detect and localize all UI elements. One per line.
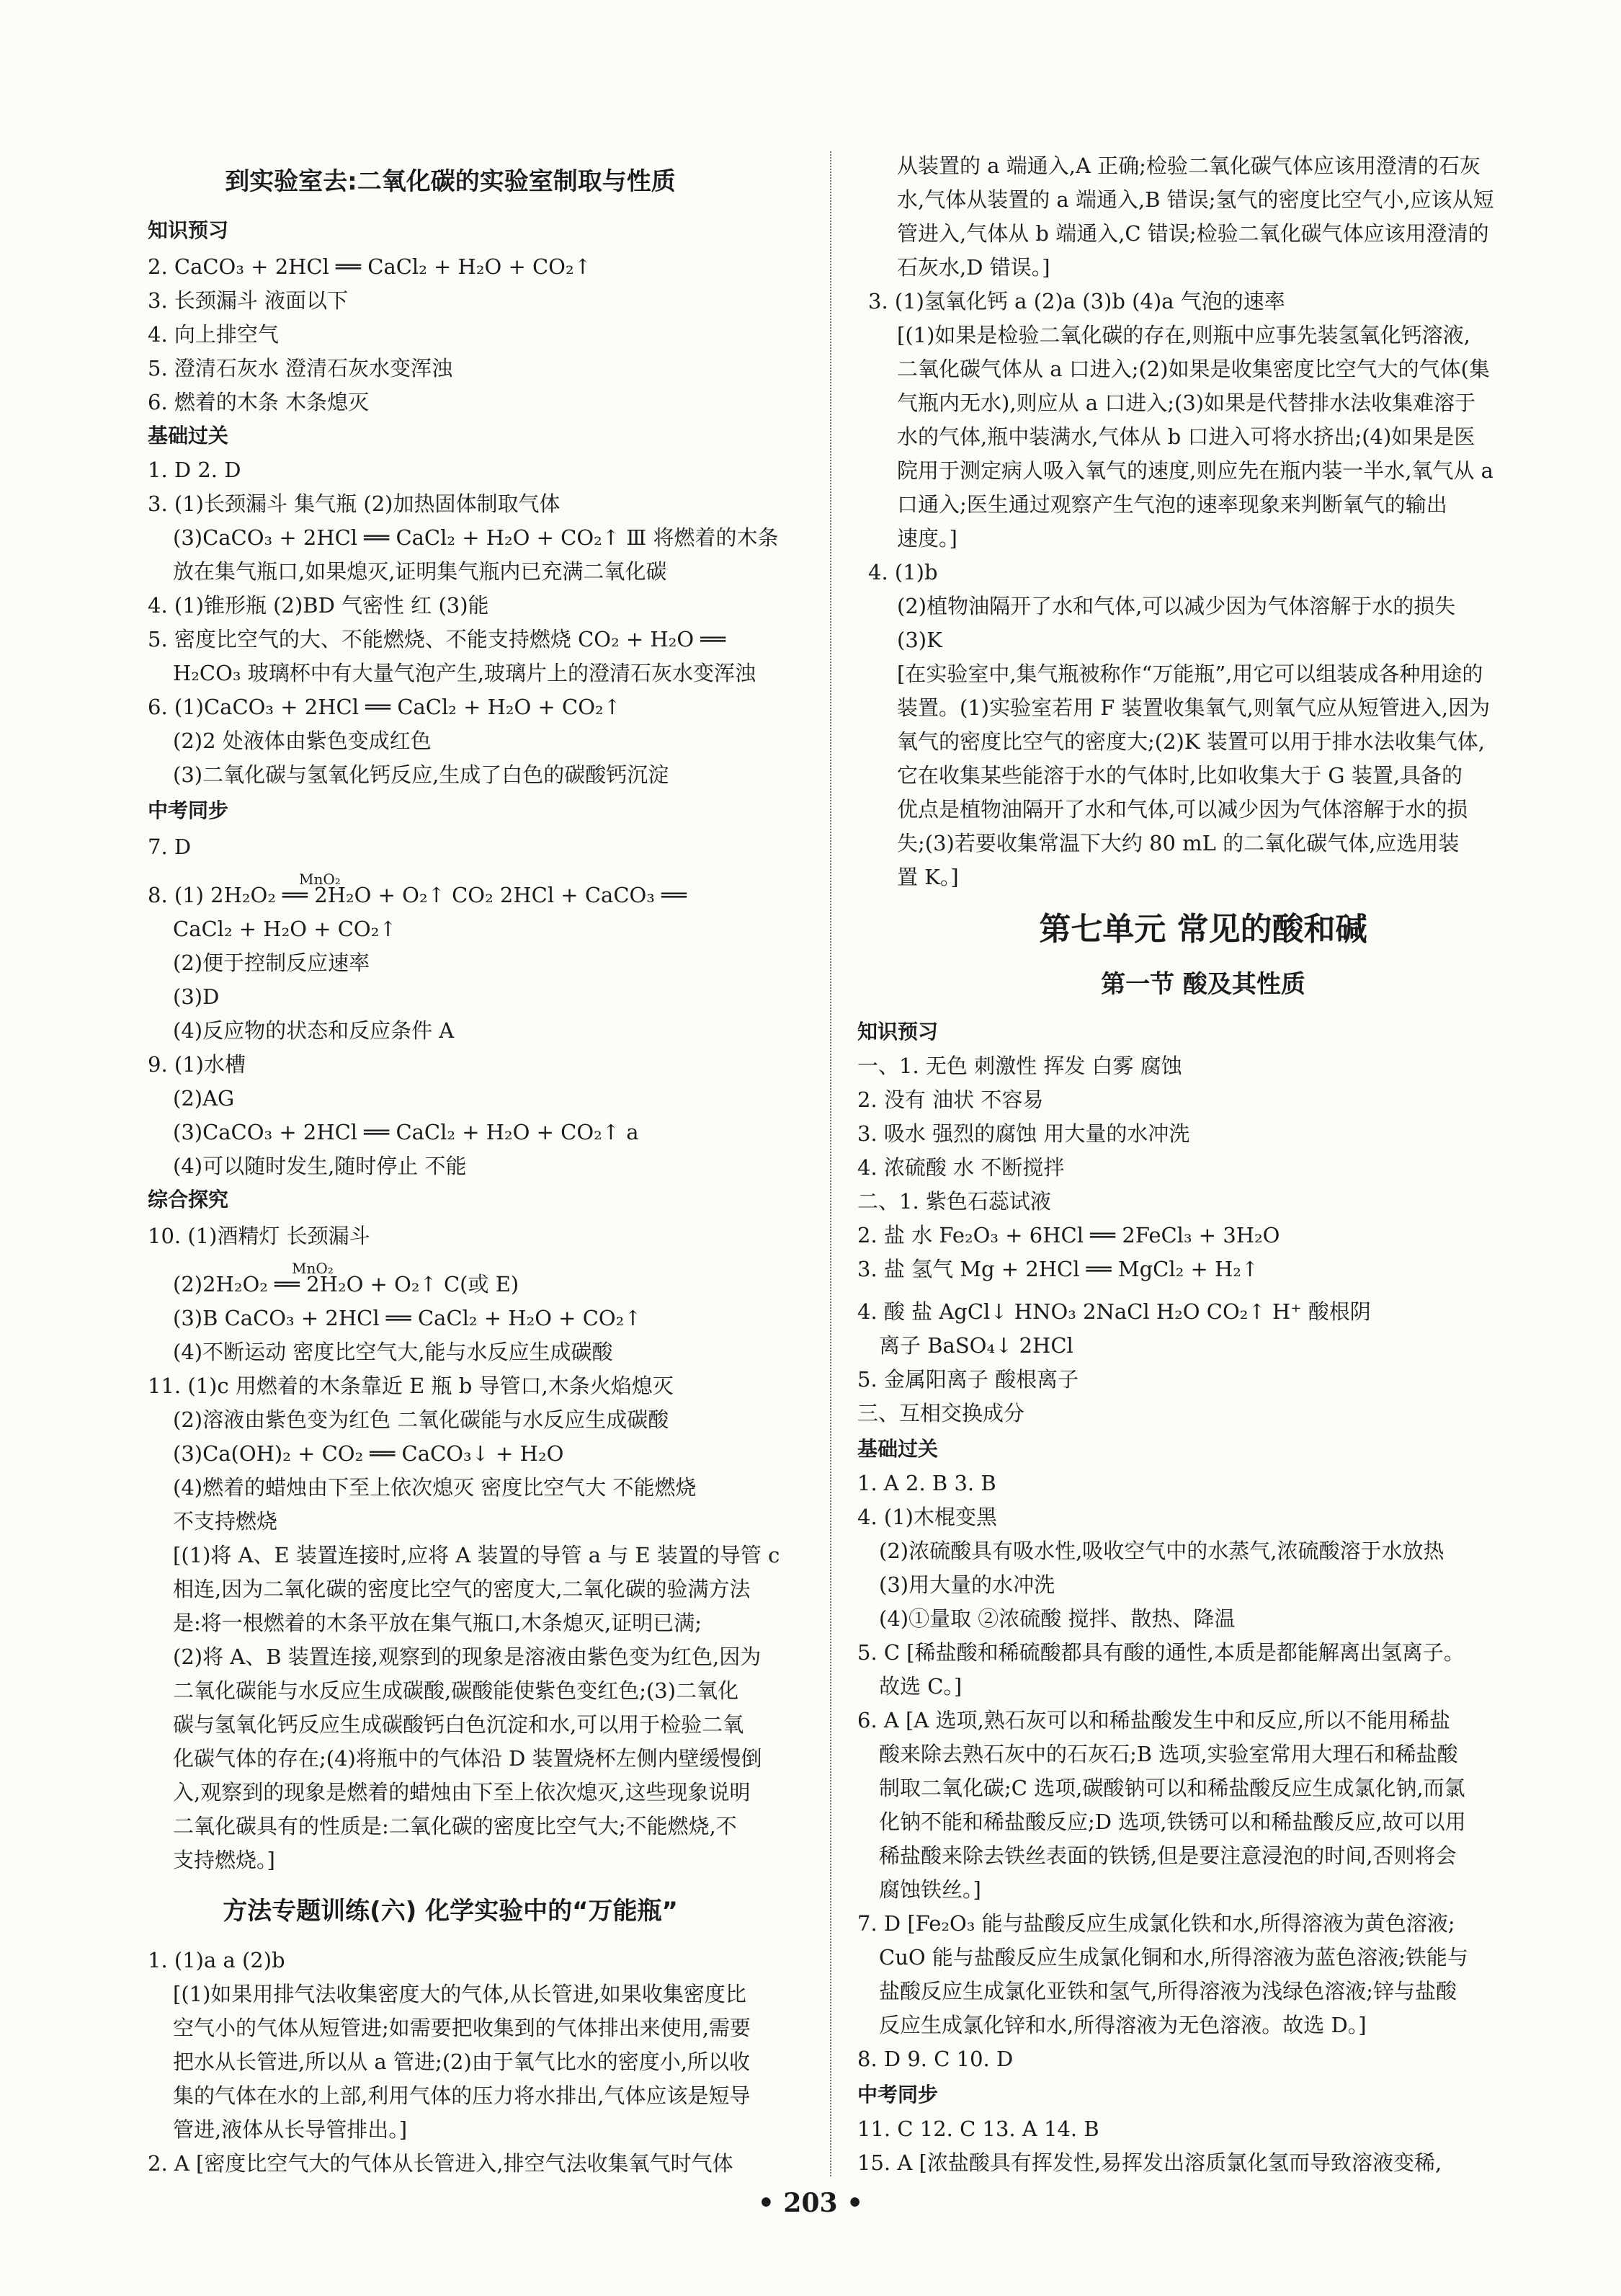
answer-line: 不支持燃烧 [173,1509,278,1534]
answer-line: 3. 吸水 强烈的腐蚀 用大量的水冲洗 [857,1121,1190,1146]
explanation-line: 失;(3)若要收集常温下大约 80 mL 的二氧化碳气体,应选用装 [897,831,1460,855]
page-number: • 203 • [757,2188,864,2218]
explanation-line: 口通入;医生通过观察产生气泡的速率现象来判断氧气的输出 [897,492,1447,517]
answer-line: 5. 金属阳离子 酸根离子 [857,1367,1079,1392]
answer-line: 5. C [稀盐酸和稀硫酸都具有酸的通性,本质是都能解离出氢离子。 [857,1640,1465,1665]
answer-line: (2)AG [173,1086,235,1111]
answer-line: 7. D [Fe₂O₃ 能与盐酸反应生成氯化铁和水,所得溶液为黄色溶液; [857,1911,1455,1936]
answer-line: 4. 酸 盐 AgCl↓ HNO₃ 2NaCl H₂O CO₂↑ H⁺ 酸根阴 [857,1299,1371,1324]
answer-line: 1. (1)a a (2)b [148,1948,285,1972]
explanation-line: 支持燃烧。] [173,1848,275,1872]
answer-line: 6. A [A 选项,熟石灰可以和稀盐酸发生中和反应,所以不能用稀盐 [857,1708,1450,1732]
explanation-line: 集的气体在水的上部,利用气体的压力将水排出,气体应该是短导 [173,2083,751,2108]
explanation-line: 气瓶内无水),则应从 a 口进入;(3)如果是代替排水法收集难溶于 [897,391,1476,415]
heading-basic-review: 基础过关 [148,424,229,448]
answer-line: 4. (1)b [868,560,938,584]
answer-line: (2)植物油隔开了水和气体,可以减少因为气体溶解于水的损失 [897,594,1456,618]
explanation-line: 优点是植物油隔开了水和气体,可以减少因为气体溶解于水的损 [897,797,1468,822]
answer-line: (4)不断运动 密度比空气大,能与水反应生成碳酸 [173,1340,613,1364]
explanation-line: 空气小的气体从短管进;如需要把收集到的气体排出来使用,需要 [173,2016,751,2040]
heading-knowledge-preview: 知识预习 [148,218,229,242]
answer-line: 4. (1)木棍变黑 [857,1505,997,1529]
answer-line: (3)CaCO₃ + 2HCl ══ CaCl₂ + H₂O + CO₂↑ Ⅲ 将燃着的木条 [173,525,779,550]
answer-line: 3. 盐 氢气 Mg + 2HCl ══ MgCl₂ + H₂↑ [857,1257,1259,1281]
answer-line: (2)溶液由紫色变为红色 二氧化碳能与水反应生成碳酸 [173,1407,669,1432]
answer-line: 1. A 2. B 3. B [857,1471,996,1495]
explanation-line: 化碳气体的存在;(4)将瓶中的气体沿 D 装置烧杯左侧内壁缓慢倒 [173,1746,762,1771]
answer-line: 4. 浓硫酸 水 不断搅拌 [857,1155,1065,1180]
answer-line: 二、1. 紫色石蕊试液 [857,1189,1051,1214]
heading-exam-sync: 中考同步 [148,798,229,822]
explanation-line: 把水从长管进,所以从 a 管进;(2)由于氧气比水的密度小,所以收 [173,2050,751,2074]
answer-line: 4. 向上排空气 [148,322,279,347]
answer-line: 3. (1)长颈漏斗 集气瓶 (2)加热固体制取气体 [148,491,561,516]
explanation-line: 盐酸反应生成氯化亚铁和氢气,所得溶液为浅绿色溶液;锌与盐酸 [879,1979,1457,2003]
explanation-line: [(1)将 A、E 装置连接时,应将 A 装置的导管 a 与 E 装置的导管 c [173,1543,780,1567]
answer-line: 离子 BaSO₄↓ 2HCl [879,1333,1073,1358]
explanation-line: 氧气的密度比空气的密度大;(2)K 装置可以用于排水法收集气体, [897,729,1485,754]
answer-line: (3)二氧化碳与氢氧化钙反应,生成了白色的碳酸钙沉淀 [173,762,669,787]
explanation-line: 反应生成氯化锌和水,所得溶液为无色溶液。故选 D。] [879,2013,1367,2037]
explanation-line: [(1)如果是检验二氧化碳的存在,则瓶中应事先装氢氧化钙溶液, [897,323,1470,347]
explanation-line: 二氧化碳具有的性质是:二氧化碳的密度比空气大;不能燃烧,不 [173,1814,737,1838]
answer-line: (3)B CaCO₃ + 2HCl ══ CaCl₂ + H₂O + CO₂↑ [173,1306,642,1330]
explanation-line: 石灰水,D 错误。] [897,255,1050,280]
explanation-line: [(1)如果用排气法收集密度大的气体,从长管进,如果收集密度比 [173,1982,746,2006]
answer-line: 2. 盐 水 Fe₂O₃ + 6HCl ══ 2FeCl₃ + 3H₂O [857,1223,1280,1247]
answer-line: 11. (1)c 用燃着的木条靠近 E 瓶 b 导管口,木条火焰熄灭 [148,1374,674,1398]
explanation-line: 是:将一根燃着的木条平放在集气瓶口,木条熄灭,证明已满; [173,1611,702,1635]
answer-line: 三、互相交换成分 [857,1401,1025,1425]
answer-line: (4)燃着的蜡烛由下至上依次熄灭 密度比空气大 不能燃烧 [173,1475,697,1500]
answer-line: 9. (1)水槽 [148,1052,246,1077]
answer-line: H₂CO₃ 玻璃杯中有大量气泡产生,玻璃片上的澄清石灰水变浑浊 [173,661,756,685]
column-divider [830,151,831,2176]
answer-line: (4)反应物的状态和反应条件 A [173,1018,455,1043]
answer-line: 3. 长颈漏斗 液面以下 [148,288,349,313]
section-title-method: 方法专题训练(六) 化学实验中的“万能瓶” [223,1897,678,1926]
explanation-line: 它在收集某些能溶于水的气体时,比如收集大于 G 装置,具备的 [897,763,1463,788]
answer-line: 5. 密度比空气的大、不能燃烧、不能支持燃烧 CO₂ + H₂O ══ [148,627,726,651]
answer-line: 1. D 2. D [148,458,241,482]
answer-line: (2)2 处液体由紫色变成红色 [173,729,432,753]
explanation-line: 管进入,气体从 b 端通入,C 错误;检验二氧化碳气体应该用澄清的 [897,221,1489,246]
explanation-line: 故选 C。] [879,1674,963,1699]
explanation-line: 二氧化碳能与水反应生成碳酸,碳酸能使紫色变红色;(3)二氧化 [173,1678,739,1703]
section-title-co2: 到实验室去:二氧化碳的实验室制取与性质 [225,167,676,196]
heading-comprehensive: 综合探究 [148,1188,229,1211]
explanation-line: 装置。(1)实验室若用 F 装置收集氧气,则氧气应从短管进入,因为 [897,695,1491,720]
answer-line: 6. 燃着的木条 木条熄灭 [148,390,370,414]
explanation-line: [在实验室中,集气瓶被称作“万能瓶”,用它可以组装成各种用途的 [897,662,1483,686]
answer-line: (2)浓硫酸具有吸水性,吸收空气中的水蒸气,浓硫酸溶于水放热 [879,1539,1444,1563]
heading-knowledge-preview-2: 知识预习 [857,1020,939,1044]
answer-line: 放在集气瓶口,如果熄灭,证明集气瓶内已充满二氧化碳 [173,559,667,584]
explanation-line: 制取二氧化碳;C 选项,碳酸钠可以和稀盐酸反应生成氯化钠,而氯 [879,1776,1465,1800]
answer-line: 3. (1)氢氧化钙 a (2)a (3)b (4)a 气泡的速率 [868,289,1285,313]
answer-line: 8. D 9. C 10. D [857,2047,1014,2071]
explanation-line: 稀盐酸来除去铁丝表面的铁锈,但是要注意浸泡的时间,否则将会 [879,1843,1457,1868]
explanation-line: 相连,因为二氧化碳的密度比空气的密度大,二氧化碳的验满方法 [173,1577,751,1601]
answer-line: 2. A [密度比空气大的气体从长管进入,排空气法收集氧气时气体 [148,2151,733,2176]
catalyst-label: MnO₂ [299,871,341,888]
unit-title: 第七单元 常见的酸和碱 [1039,911,1367,948]
answer-line: (4)可以随时发生,随时停止 不能 [173,1154,467,1178]
answer-line: (3)CaCO₃ + 2HCl ══ CaCl₂ + H₂O + CO₂↑ a [173,1120,639,1144]
explanation-line: 酸来除去熟石灰中的石灰石;B 选项,实验室常用大理石和稀盐酸 [879,1742,1458,1766]
explanation-line: 二氧化碳气体从 a 口进入;(2)如果是收集密度比空气大的气体(集 [897,357,1490,381]
explanation-line: 速度。] [897,526,957,551]
heading-exam-sync-2: 中考同步 [857,2083,939,2106]
answer-line: CaCl₂ + H₂O + CO₂↑ [173,917,397,941]
answer-line: 一、1. 无色 刺激性 挥发 白雾 腐蚀 [857,1054,1182,1078]
explanation-line: 水的气体,瓶中装满水,气体从 b 口进入可将水挤出;(4)如果是医 [897,424,1475,449]
explanation-line: 化钠不能和稀盐酸反应;D 选项,铁锈可以和稀盐酸反应,故可以用 [879,1810,1466,1834]
explanation-line: 入,观察到的现象是燃着的蜡烛由下至上依次熄灭,这些现象说明 [173,1780,751,1805]
answer-line: (2)2H₂O₂ ══ 2H₂O + O₂↑ C(或 E) [173,1272,519,1296]
explanation-line: 置 K。] [897,865,959,889]
explanation-line: 水,气体从装置的 a 端通入,B 错误;氢气的密度比空气小,应该从短 [897,187,1494,212]
explanation-line: (2)将 A、B 装置连接,观察到的现象是溶液由紫色变为红色,因为 [173,1645,762,1669]
answer-line: (3)K [897,628,942,652]
answer-line: (4)①量取 ②浓硫酸 搅拌、散热、降温 [879,1606,1236,1631]
explanation-line: 腐蚀铁丝。] [879,1877,981,1902]
answer-line: (3)D [173,984,220,1009]
answer-line: (3)Ca(OH)₂ + CO₂ ══ CaCO₃↓ + H₂O [173,1441,564,1466]
answer-line: (3)用大量的水冲洗 [879,1572,1055,1597]
answer-line: 8. (1) 2H₂O₂ ══ 2H₂O + O₂↑ CO₂ 2HCl + CaCO₃ ══ [148,883,687,907]
catalyst-label: MnO₂ [292,1260,334,1277]
explanation-line: 碳与氢氧化钙反应生成碳酸钙白色沉淀和水,可以用于检验二氧 [173,1712,744,1737]
explanation-line: 从装置的 a 端通入,A 正确;检验二氧化碳气体应该用澄清的石灰 [897,153,1481,178]
answer-line: 11. C 12. C 13. A 14. B [857,2117,1099,2141]
answer-line: 4. (1)锥形瓶 (2)BD 气密性 红 (3)能 [148,593,489,618]
section-title-acid: 第一节 酸及其性质 [1101,970,1305,999]
answer-line: (2)便于控制反应速率 [173,951,370,975]
explanation-line: 院用于测定病人吸入氧气的速度,则应先在瓶内装一半水,氧气从 a [897,458,1493,483]
answer-line: 2. CaCO₃ + 2HCl ══ CaCl₂ + H₂O + CO₂↑ [148,254,591,279]
answer-line: 5. 澄清石灰水 澄清石灰水变浑浊 [148,356,453,381]
answer-line: 10. (1)酒精灯 长颈漏斗 [148,1224,370,1248]
explanation-line: 管进,液体从长导管排出。] [173,2117,408,2142]
answer-line: 7. D [148,835,192,859]
answer-line: 6. (1)CaCO₃ + 2HCl ══ CaCl₂ + H₂O + CO₂↑ [148,695,621,719]
explanation-line: CuO 能与盐酸反应生成氯化铜和水,所得溶液为蓝色溶液;铁能与 [879,1945,1468,1970]
heading-basic-review-2: 基础过关 [857,1437,939,1461]
answer-line: 15. A [浓盐酸具有挥发性,易挥发出溶质氯化氢而导致溶液变稀, [857,2150,1442,2175]
answer-line: 2. 没有 油状 不容易 [857,1087,1044,1112]
